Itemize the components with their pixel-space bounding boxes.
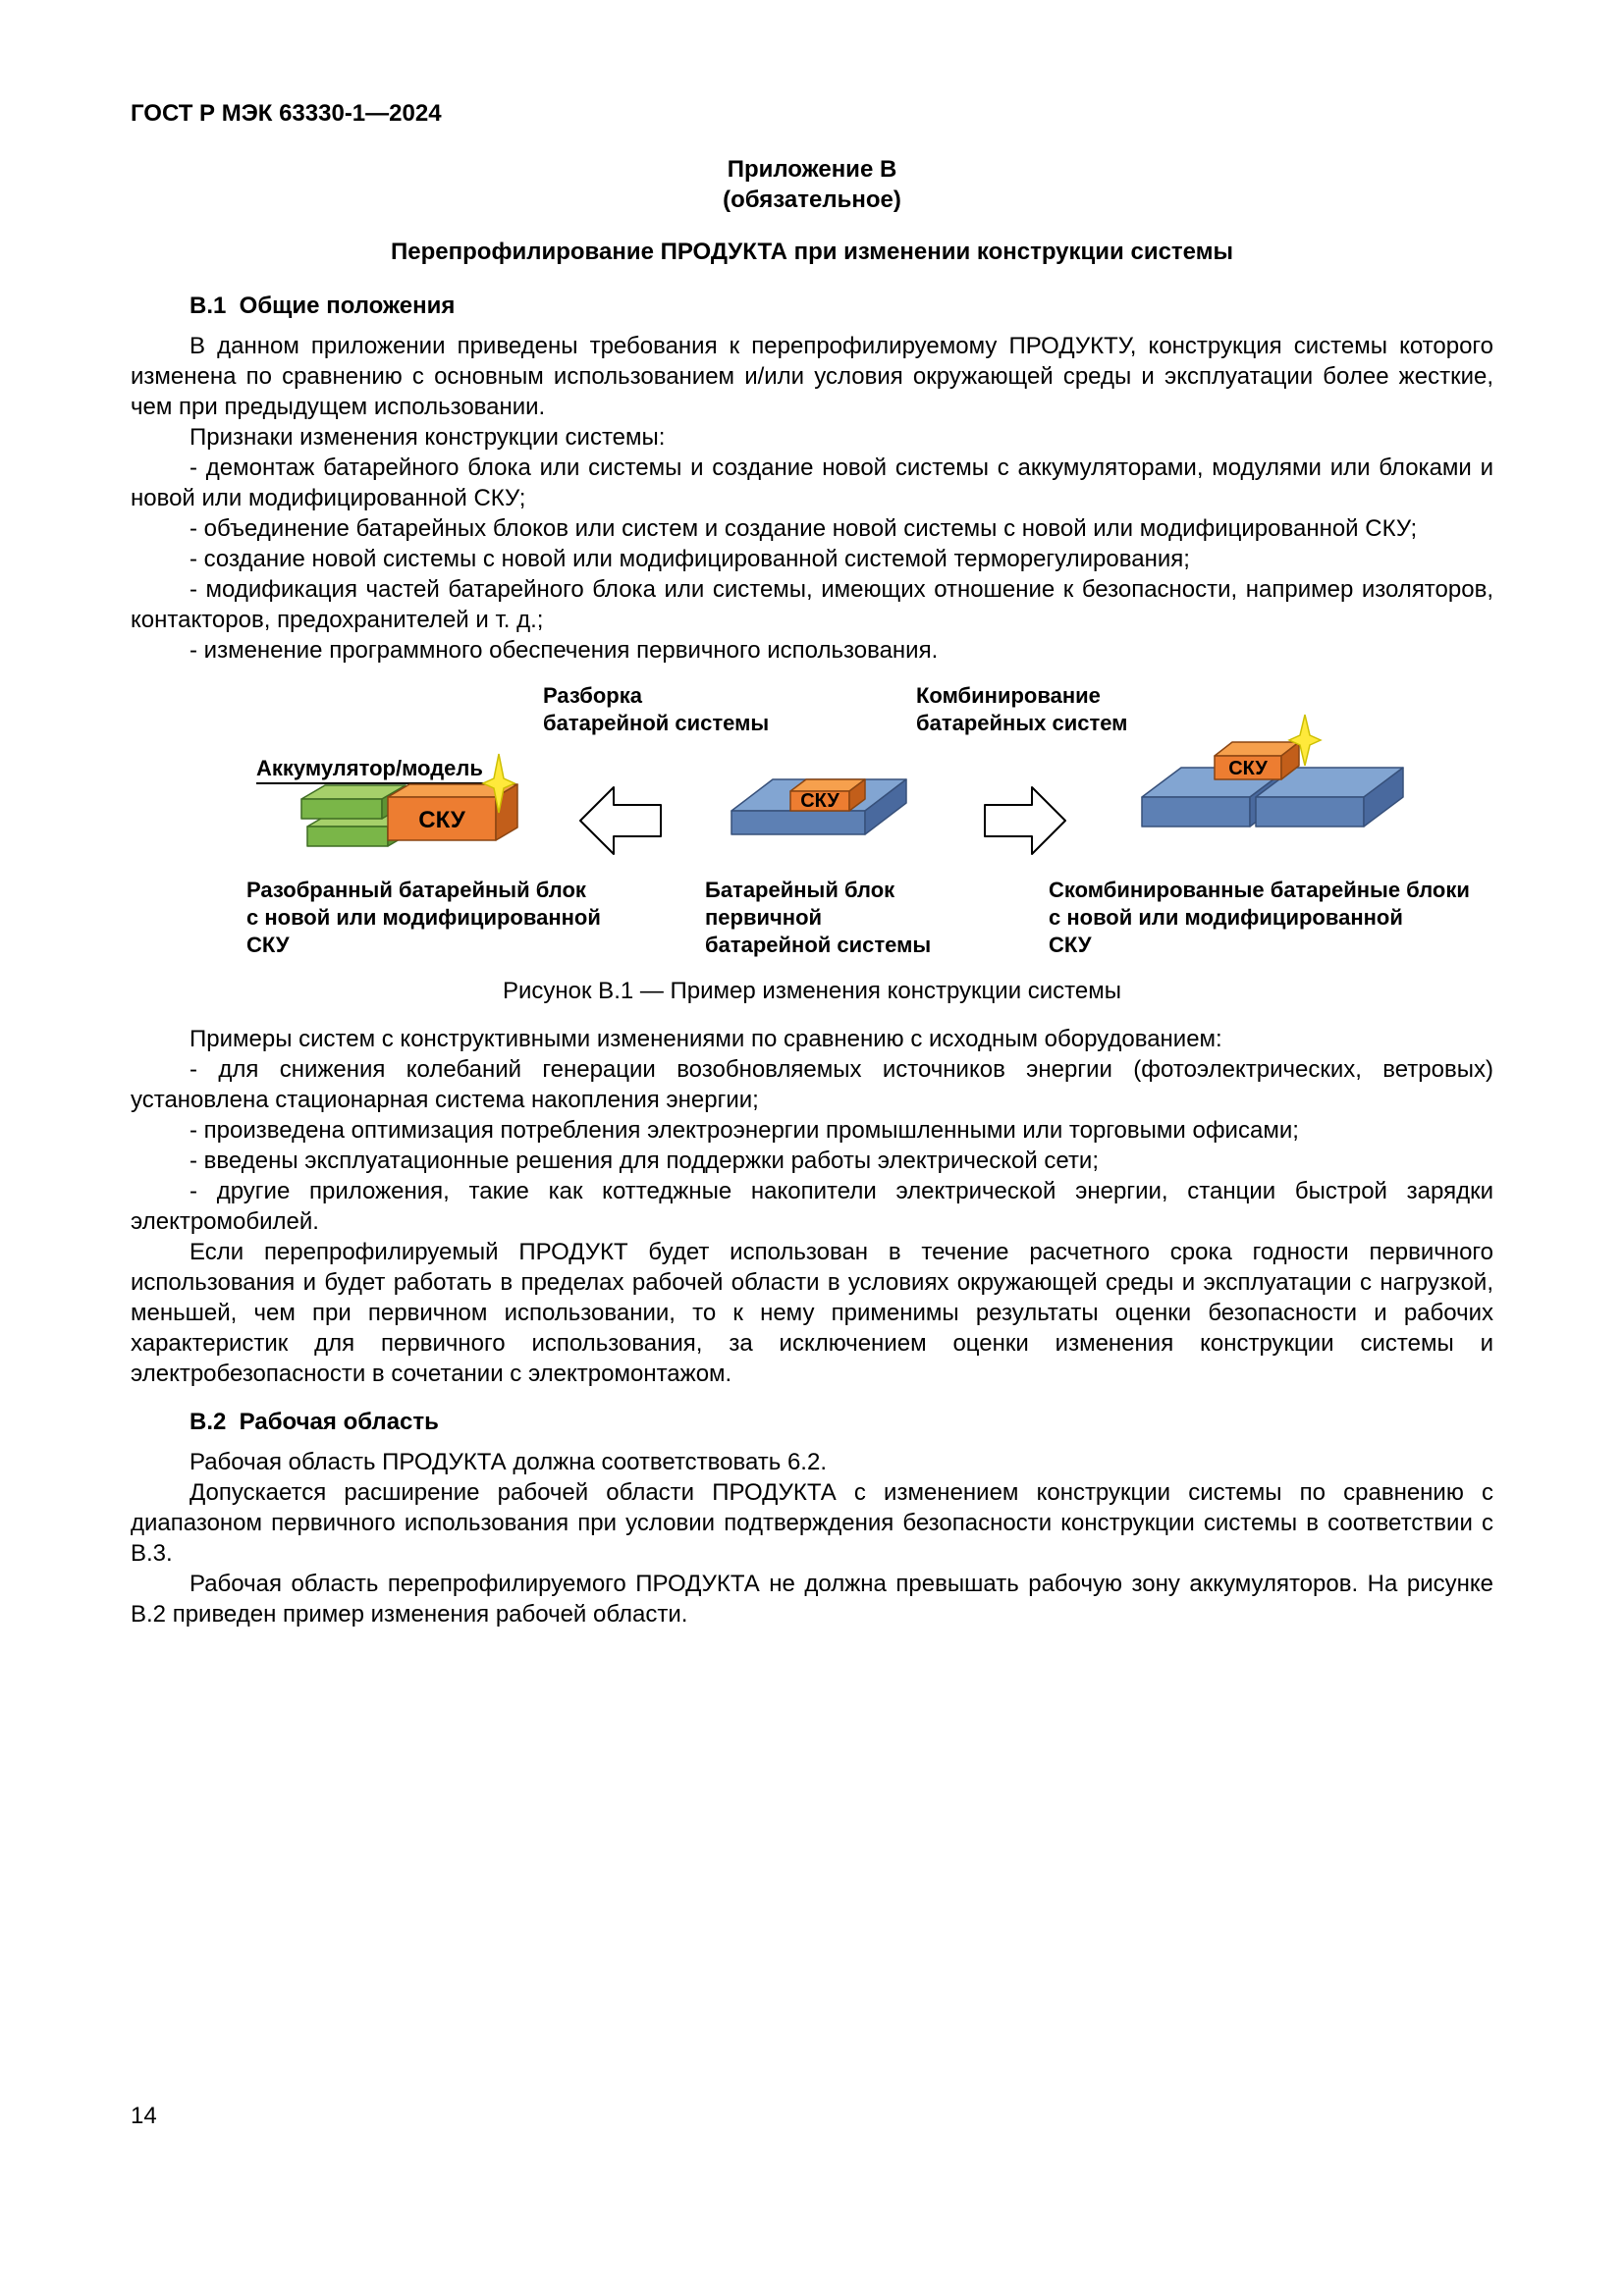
- paragraph-examples: Примеры систем с конструктивными изменениями по сравнению с исходным оборудованием:: [189, 1026, 1222, 1052]
- caption-disassembled-line3: СКУ: [246, 933, 290, 957]
- list-item: - произведена оптимизация потребления электроэнергии промышленными или торговыми офисами;: [189, 1117, 1299, 1144]
- list-item: - модификация частей батарейного блока или системы, имеющих отношение к безопасности, например изоляторов, контакторов, предохранителей и т. д.;: [131, 576, 1493, 633]
- annex-label: Приложение В: [727, 156, 897, 183]
- list-item: - для снижения колебаний генерации возобновляемых источников энергии (фотоэлектрических, ветровых) установлена стационарная система накопления энергии;: [131, 1056, 1493, 1113]
- annex-title: Перепрофилирование ПРОДУКТА при изменении конструкции системы: [391, 239, 1233, 265]
- paragraph-b2-2: Допускается расширение рабочей области ПРОДУКТА с изменением конструкции системы по сравнению с диапазоном первичного использования при условии подтверждения безопасности конструкции системы в соответствии с В.3.: [131, 1479, 1493, 1567]
- section-heading-b1: В.1 Общие положения: [189, 293, 456, 319]
- list-item: - создание новой системы с новой или модифицированной системой терморегулирования;: [189, 546, 1190, 572]
- caption-combined-line2: с новой или модифицированной: [1049, 905, 1403, 930]
- page-number: 14: [131, 2103, 157, 2129]
- label-combining-line2: батарейных систем: [916, 711, 1128, 735]
- arrow-right-icon: [985, 787, 1065, 854]
- list-item: - введены эксплуатационные решения для поддержки работы электрической сети;: [189, 1148, 1100, 1174]
- sku-label-left: СКУ: [418, 807, 465, 833]
- label-combining-line1: Комбинирование: [916, 683, 1101, 708]
- paragraph-b2-3: Рабочая область перепрофилируемого ПРОДУКТА не должна превышать рабочую зону аккумуляторов. На рисунке В.2 приведен пример изменения рабочей области.: [131, 1571, 1493, 1628]
- sku-label-center: СКУ: [800, 790, 839, 812]
- caption-primary-line2: первичной: [705, 905, 823, 930]
- list-item: - объединение батарейных блоков или систем и создание новой системы с новой или модифицированной СКУ;: [189, 515, 1418, 542]
- caption-primary-line1: Батарейный блок: [705, 878, 895, 902]
- caption-combined-line3: СКУ: [1049, 933, 1092, 957]
- caption-disassembled-line1: Разобранный батарейный блок: [246, 878, 586, 902]
- label-cell-module: Аккумулятор/модель: [256, 756, 483, 780]
- figure-b1-diagram: [131, 681, 1493, 968]
- caption-primary-line3: батарейной системы: [705, 933, 932, 957]
- paragraph-b1-conclusion: Если перепрофилируемый ПРОДУКТ будет использован в течение расчетного срока годности первичного использования и будет работать в пределах рабочей области в условиях окружающей среды и эксплуатации с нагрузкой, меньшей, чем при первичном использовании, то к нему применимы результаты оценки безопасности и рабочих характеристик для первичного использования, за исключением оценки изменения конструкции системы и электробезопасности в сочетании с электромонтажом.: [131, 1239, 1493, 1387]
- caption-disassembled-line2: с новой или модифицированной: [246, 905, 601, 930]
- list-item: - демонтаж батарейного блока или системы и создание новой системы с аккумуляторами, модулями или блоками и новой или модифицированной СКУ;: [131, 454, 1493, 511]
- annex-kind: (обязательное): [723, 187, 901, 213]
- paragraph-b1-intro: В данном приложении приведены требования к перепрофилируемому ПРОДУКТУ, конструкция системы которого изменена по сравнению с основным использованием и/или условия окружающей среды и эксплуатации более жесткие, чем при предыдущем использовании.: [131, 333, 1493, 420]
- list-item: - другие приложения, такие как коттеджные накопители электрической энергии, станции быстрой зарядки электромобилей.: [131, 1178, 1493, 1235]
- document-header: ГОСТ Р МЭК 63330-1—2024: [131, 100, 442, 127]
- label-disassembly-line2: батарейной системы: [543, 711, 770, 735]
- list-item: - изменение программного обеспечения первичного использования.: [189, 637, 939, 664]
- label-disassembly-line1: Разборка: [543, 683, 642, 708]
- paragraph-b1-signs: Признаки изменения конструкции системы:: [189, 424, 666, 451]
- figure-b1-wrap: [131, 681, 1493, 968]
- caption-combined-line1: Скомбинированные батарейные блоки: [1049, 878, 1470, 902]
- paragraph-b2-1: Рабочая область ПРОДУКТА должна соответствовать 6.2.: [189, 1449, 827, 1475]
- sku-label-right: СКУ: [1228, 758, 1268, 779]
- figure-caption: Рисунок В.1 — Пример изменения конструкции системы: [503, 978, 1121, 1004]
- section-heading-b2: В.2 Рабочая область: [189, 1409, 439, 1435]
- arrow-left-icon: [580, 787, 661, 854]
